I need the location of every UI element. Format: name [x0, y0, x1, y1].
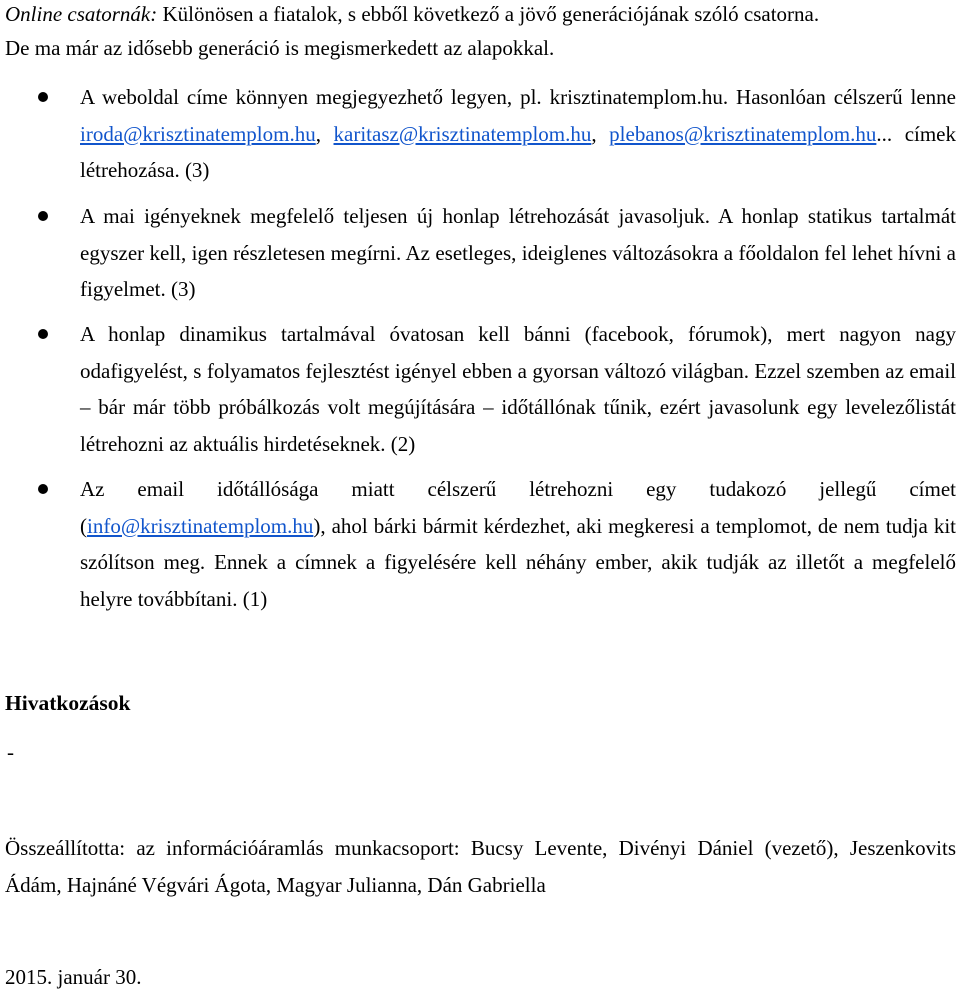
item-1-text-c: , [591, 121, 610, 146]
intro-line-1-text: Különösen a fiatalok, s ebből következő a jövő generációjának szóló csatorna. [157, 2, 820, 26]
item-4-text-b: ), ahol bárki bármit kérdezhet, aki megkeresi a templomot, de nem tudja kit szólítson meg. Ennek a címnek a figyelésére kell néhány ember, akik tudják az illetőt a megfelelő helyre továbbítani. (1) [80, 513, 956, 611]
list-item-1 [80, 79, 956, 189]
item-1-text-a: A weboldal címe könnyen megjegyezhető legyen, pl. krisztinatemplom.hu. Hasonlóan célszerű lenne [80, 85, 956, 109]
bullet-icon [38, 92, 48, 102]
list-item-3 [80, 316, 956, 462]
item-1-text-b: , [315, 121, 334, 146]
intro-line-1 [5, 0, 819, 28]
document-date: 2015. január 30. [5, 965, 142, 989]
email-link-karitasz[interactable]: karitasz@krisztinatemplom.hu [333, 121, 592, 146]
item-3-text: A honlap dinamikus tartalmával óvatosan kell bánni (facebook, fórumok), mert nagyon nagy odafigyelést, s folyamatos fejlesztést igényel ebben a gyorsan változó világban. Ezzel szemben az email – bár már több próbálkozás volt megújítására – időtállónak tűnik, ezért javasolunk egy levelezőlistát létrehozni az aktuális hirdetéseknek. (2) [80, 322, 956, 456]
bullet-icon [38, 211, 48, 221]
item-4-text-a: Az email időtállósága miatt célszerű létrehozni egy tudakozó jellegű címet ( [80, 477, 956, 538]
compiled-by-text: Összeállította: az információáramlás munkacsoport: Bucsy Levente, Divényi Dániel (vezető), Jeszenkovits Ádám, Hajnáné Végvári Ágota, Magyar Julianna, Dán Gabriella [5, 836, 956, 897]
list-item-2 [80, 198, 956, 308]
item-1-text-d: ... címek létrehozása. (3) [80, 121, 956, 182]
intro-line-2: De ma már az idősebb generáció is megismerkedett az alapokkal. [5, 36, 555, 60]
bullet-icon [38, 329, 48, 339]
list-item-4 [80, 471, 956, 617]
item-2-text: A mai igényeknek megfelelő teljesen új honlap létrehozását javasoljuk. A honlap statikus tartalmát egyszer kell, igen részletesen megírni. Az esetleges, ideiglenes változásokra a főoldalon fel lehet hívni a figyelmet. (3) [80, 204, 956, 301]
email-link-plebanos[interactable]: plebanos@krisztinatemplom.hu [609, 121, 877, 146]
email-link-iroda[interactable]: iroda@krisztinatemplom.hu [80, 121, 316, 146]
email-link-info[interactable]: info@krisztinatemplom.hu [87, 513, 314, 538]
bullet-icon [38, 484, 48, 494]
intro-emphasis: Online csatornák: [5, 2, 158, 26]
references-heading: Hivatkozások [5, 691, 131, 715]
references-placeholder: - [7, 740, 14, 764]
